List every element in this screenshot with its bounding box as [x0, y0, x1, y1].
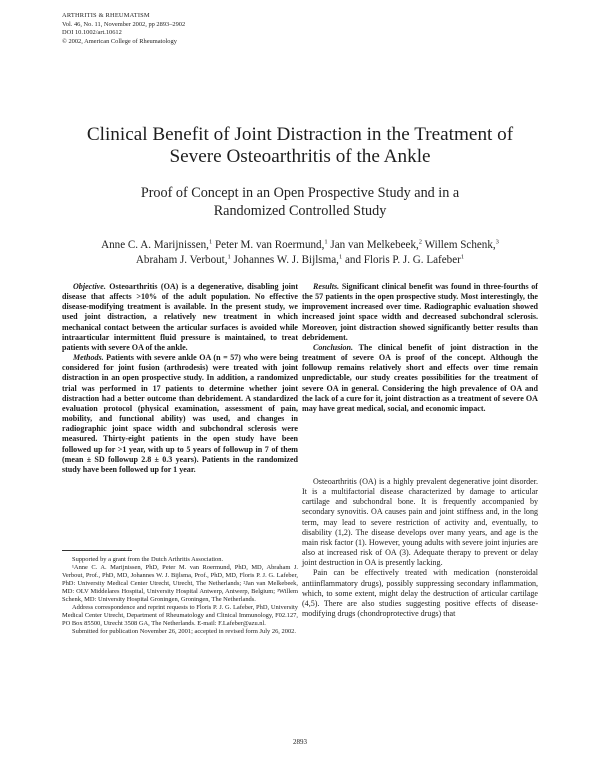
affiliation-mark: 1: [227, 253, 231, 261]
body-paragraph: Pain can be effectively treated with medication (nonsteroidal antiinflammatory drugs), possibly suppressing secondary inflammation, which, to some extent, might delay the destruction of articular cartilage (4,5). There are also studies suggesting positive effects of disease-modifying drugs (chondroprotective drugs) that: [302, 568, 538, 619]
author: Johannes W. J. Bijlsma,: [230, 254, 339, 266]
body-text: [302, 477, 538, 619]
journal-header: [62, 12, 185, 46]
doi-line: DOI 10.1002/art.10612: [62, 29, 122, 37]
author: Anne C. A. Marijnissen,: [101, 239, 209, 251]
footnote-funding: Supported by a grant from the Dutch Arthritis Association.: [72, 556, 224, 563]
conclusion-text: The clinical benefit of joint distraction in the treatment of severe OA is proof of the concept. Although the followup remains relatively short and effects over time remain unpredictable, our study creates possibilities for the treatment of severe OA in general. Considering the high prevalence of OA and the lack of a cure for it, joint distraction as a treatment of severe OA may have great medical, social, and economic impact.: [302, 342, 538, 413]
footnote-correspondence: Address correspondence and reprint requests to Floris P. J. G. Lafeber, PhD, University Medical Center Utrecht, Department of Rheumatology and Clinical Immunology, F02.127, PO Box 85500, Utrecht 3508 GA, The Netherlands. E-mail: F.Lafeber@azu.nl.: [62, 604, 298, 627]
author: Willem Schenk,: [422, 239, 496, 251]
footnote-affiliations: ¹Anne C. A. Marijnissen, PhD, Peter M. van Roermund, PhD, MD, Abraham J. Verbout, Prof., PhD, MD, Johannes W. J. Bijlsma, Prof., PhD, MD, Floris P. J. G. Lafeber, PhD: University Medical Center Utrecht, Utrecht, The Netherlands; ²Jan van Melkebeek, MD: OLV Middelares Hospital, University Hospital Antwerp, Antwerp, Belgium; ³Willem Schenk, MD: University Hospital Groningen, Groningen, The Netherlands.: [62, 564, 298, 603]
footnote-divider: [62, 550, 132, 551]
author: Abraham J. Verbout,: [135, 254, 228, 266]
affiliation-mark: 1: [338, 253, 343, 261]
author-line-2: [40, 253, 560, 268]
article-title: [40, 124, 560, 168]
journal-name: ARTHRITIS & RHEUMATISM: [62, 12, 150, 19]
author-list: [40, 238, 560, 268]
affiliation-mark: 1: [460, 253, 465, 261]
author: Peter M. van Roermund,: [212, 239, 325, 251]
abstract-objective: [62, 282, 298, 353]
objective-text: Osteoarthritis (OA) is a degenerative, disabling joint disease that affects >10% of the adult population. No effective disease-modifying treatment is available. In the present study, we used joint distraction, a relatively new treatment in which mechanical contact between the articular surfaces is avoided while intraarticular intermittent fluid pressure is maintained, to treat patients with severe OA of the ankle.: [62, 282, 298, 352]
title-line-1: Clinical Benefit of Joint Distraction in the Treatment of: [86, 124, 514, 145]
section-label: Results.: [313, 282, 340, 291]
section-label: Objective.: [73, 282, 106, 291]
footnote-submission: Submitted for publication November 26, 2001; accepted in revised form July 26, 2002.: [72, 628, 297, 635]
title-line-2: Severe Osteoarthritis of the Ankle: [169, 146, 431, 167]
subtitle-line-1: Proof of Concept in an Open Prospective Study and in a: [140, 185, 460, 201]
article-subtitle: [40, 184, 560, 220]
affiliation-mark: 2: [418, 238, 423, 246]
abstract-right-column: [302, 282, 538, 414]
affiliation-mark: 3: [495, 238, 499, 246]
body-paragraph: Osteoarthritis (OA) is a highly prevalent degenerative joint disorder. It is a multifactorial disease characterized by damage to articular cartilage and subchondral bone. It is frequently accompanied by secondary synovitis. OA causes pain and joint stiffness and, in the long term, may lead to severe restriction of activity and, eventually, to disability (1,2). The disease develops over many years, and age is the main risk factor (1). However, young adults with severe joint injuries are also at increased risk of OA (3). Adequate therapy to prevent or delay joint destruction in OA is presently lacking.: [302, 477, 538, 568]
footnotes: [62, 556, 298, 636]
subtitle-line-2: Randomized Controlled Study: [213, 203, 387, 219]
section-label: Conclusion.: [313, 342, 354, 352]
results-text: Significant clinical benefit was found in three-fourths of the 57 patients in the open prospective study. Most interestingly, the improvement increased over time. Radiographic evaluation showed increased joint space width and decreased subchondral sclerosis. Moreover, joint distraction showed significantly better results than debridement.: [302, 282, 538, 342]
volume-line: Vol. 46, No. 11, November 2002, pp 2893–2902: [62, 20, 186, 28]
abstract-results: [302, 282, 538, 343]
abstract-conclusion: [302, 343, 538, 414]
affiliation-mark: 1: [324, 238, 328, 246]
page-number: 2893: [293, 738, 307, 746]
abstract-left-column: [62, 282, 298, 475]
author: Jan van Melkebeek,: [327, 239, 419, 251]
affiliation-mark: 1: [208, 238, 213, 246]
author-line-1: [40, 238, 560, 253]
abstract-methods: [62, 353, 298, 475]
methods-text: Patients with severe ankle OA (n = 57) who were being considered for joint fusion (arthrodesis) were treated with joint distraction in an open prospective study. In addition, a randomized trial was performed in 17 patients to determine whether joint distraction had a better outcome than debridement. A standardized evaluation protocol (physical examination, assessment of pain, mobility, and functional ability) was used, and changes in radiographic joint space width and subchondral sclerosis were measured. Thirty-eight patients in the open study have been followed up for >1 year, with up to 5 years of followup in 7 of them (mean ± SD followup 2.8 ± 0.3 years). Patients in the randomized study have been followed up for 1 year.: [62, 353, 298, 474]
section-label: Methods.: [73, 353, 104, 363]
author: and Floris P. J. G. Lafeber: [342, 254, 461, 266]
copyright-line: © 2002, American College of Rheumatology: [62, 37, 177, 45]
